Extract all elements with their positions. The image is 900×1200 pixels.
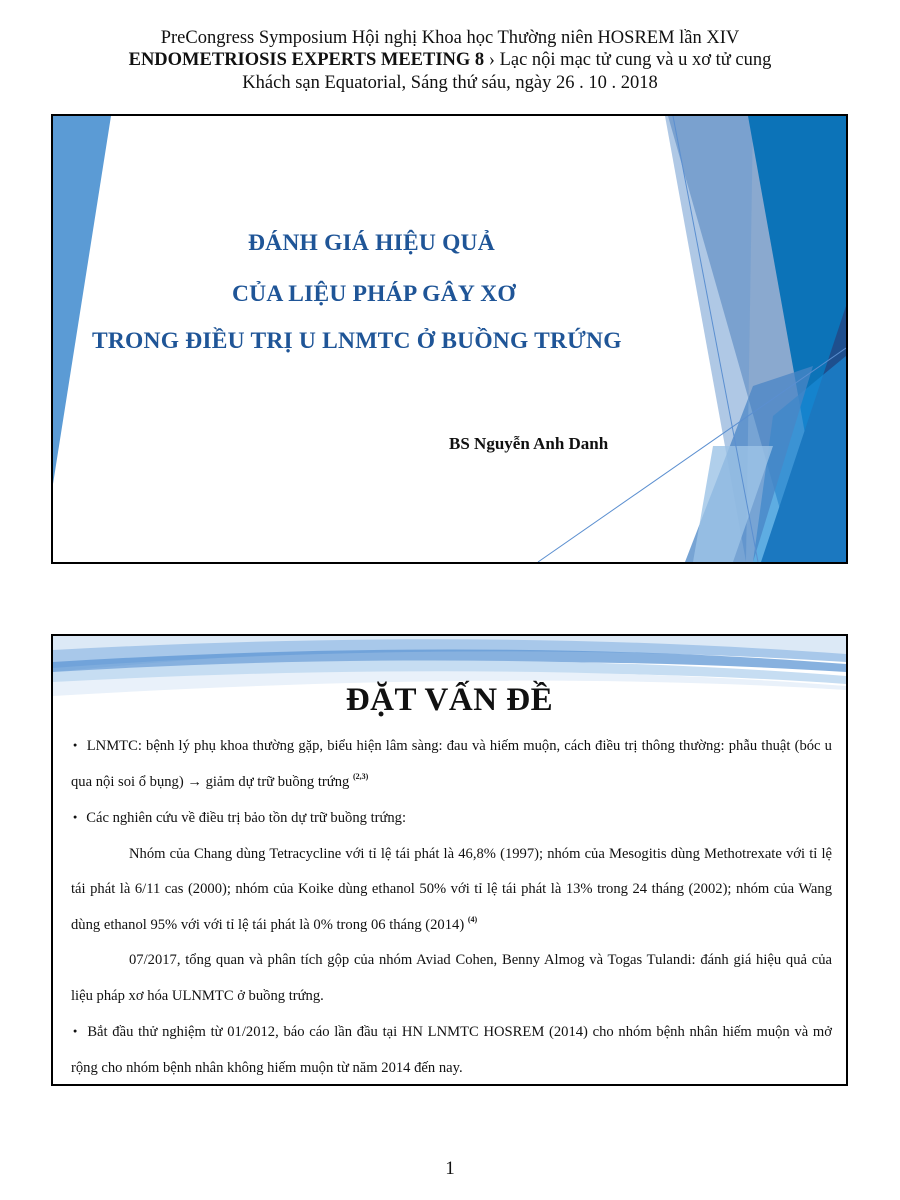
- slide-body: [71, 728, 832, 1086]
- indented-paragraph-2: 07/2017, tổng quan và phân tích gộp của nhóm Aviad Cohen, Benny Almog và Togas Tulandi: đánh giá hiệu quả của liệu pháp xơ hóa ULNMTC ở buồng trứng.: [71, 952, 832, 1004]
- content-slide: [51, 634, 848, 1086]
- slide-heading: ĐẶT VẤN ĐỀ: [345, 682, 554, 718]
- header-line-1: PreCongress Symposium Hội nghị Khoa học Thường niên HOSREM lần XIV: [160, 28, 740, 48]
- bullet-2-text: Các nghiên cứu về điều trị bảo tồn dự trữ buồng trứng:: [86, 810, 407, 826]
- page-number: 1: [445, 1158, 455, 1179]
- slide-title-line-3: TRONG ĐIỀU TRỊ U LNMTC Ở BUỒNG TRỨNG: [92, 328, 622, 354]
- bullet-paragraph-3: [71, 1014, 832, 1086]
- bullet-3-text: Bắt đầu thử nghiệm từ 01/2012, báo cáo lần đầu tại HN LNMTC HOSREM (2014) cho nhóm bệnh nhân hiếm muộn và mở rộng cho nhóm bệnh nhân không hiếm muộn từ năm 2014 đến nay.: [71, 1024, 833, 1076]
- header-event-name: ENDOMETRIOSIS EXPERTS MEETING 8: [128, 50, 485, 70]
- bullet-1-text: LNMTC: bệnh lý phụ khoa thường gặp, biểu hiện lâm sàng: đau và hiếm muộn, cách điều trị thông thường: phẫu thuật (bóc u qua nội soi ổ bụng) → giảm dự trữ buồng trứng: [71, 738, 832, 790]
- bullet-paragraph-1: [71, 728, 832, 800]
- header-event-topic: › Lạc nội mạc tử cung và u xơ tử cung: [484, 50, 772, 70]
- title-slide: [51, 114, 848, 564]
- indented-paragraph-1: [71, 837, 832, 944]
- slide-title-line-2: CỦA LIỆU PHÁP GÂY XƠ: [232, 281, 516, 307]
- bullet-paragraph-2: [71, 800, 832, 837]
- header-line-2: [0, 49, 900, 71]
- slide-author: BS Nguyễn Anh Danh: [449, 434, 609, 453]
- paragraph-1-reference: (4): [467, 914, 478, 924]
- paragraph-1-text: Nhóm của Chang dùng Tetracycline với tỉ lệ tái phát là 46,8% (1997); nhóm của Mesogitis dùng Methotrexate với tỉ lệ tái phát là 6/11 cas (2000); nhóm của Koike dùng ethanol 50% với tỉ lệ tái phát là 13% trong 24 tháng (2002); nhóm của Wang dùng ethanol 95% với với tỉ lệ tái phát là 0% trong 06 tháng (2014): [71, 845, 832, 933]
- bullet-1-reference: (2,3): [352, 771, 369, 781]
- header-line-3: Khách sạn Equatorial, Sáng thứ sáu, ngày 26 . 10 . 2018: [242, 73, 658, 93]
- slide-title-line-1: ĐÁNH GIÁ HIỆU QUẢ: [248, 230, 495, 256]
